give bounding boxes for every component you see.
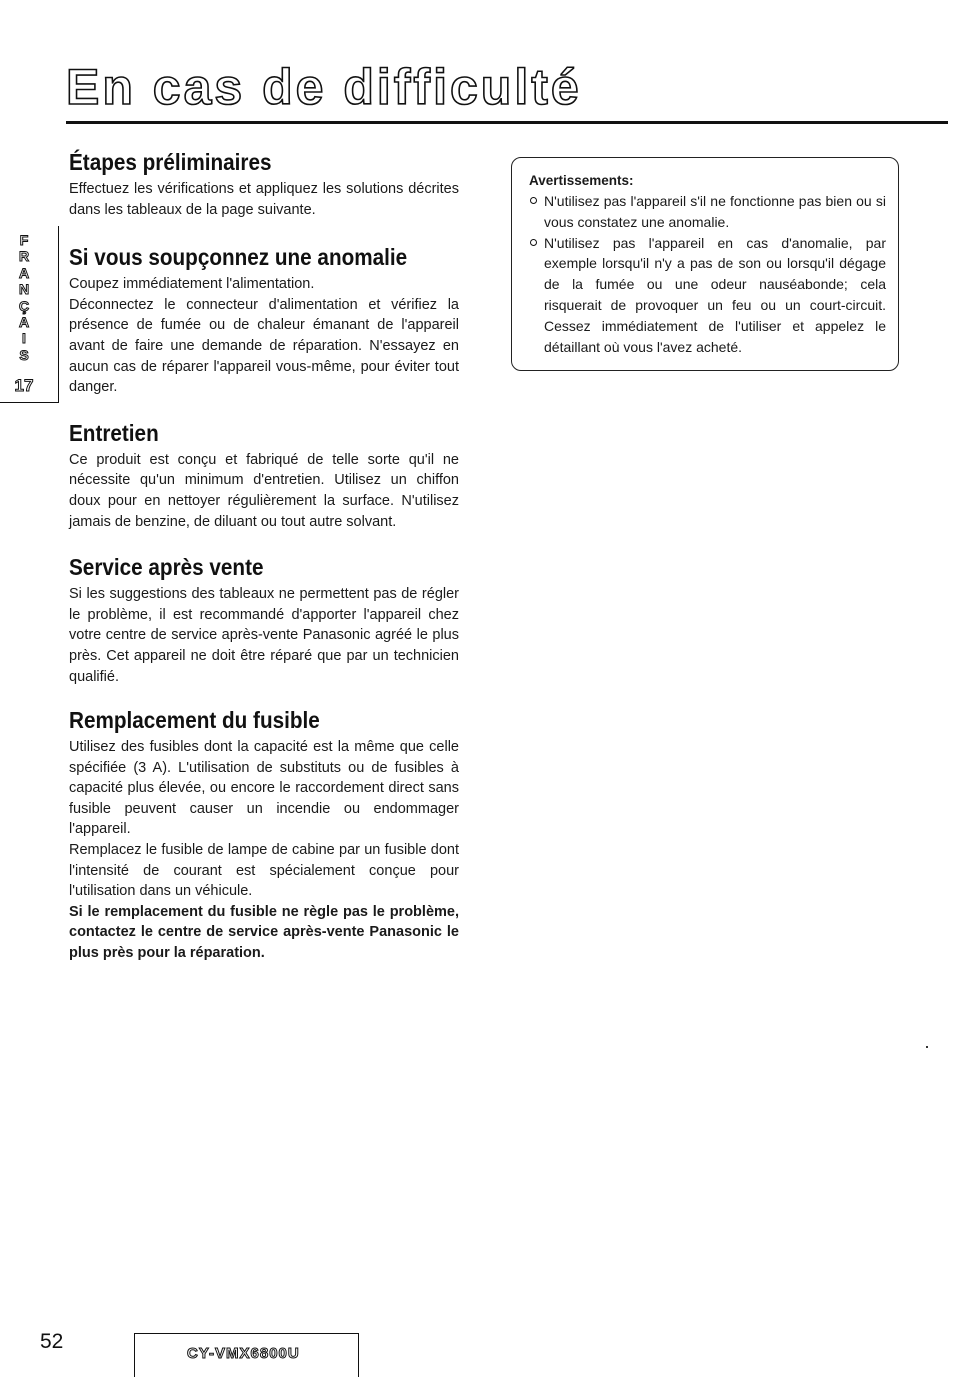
section-paragraph: Ce produit est conçu et fabriqué de telle sorte qu'il ne nécessite qu'un minimum d'entretien. Utilisez un chiffon doux pour en nettoyer régulièrement la surface. N'utilisez jamais de benzine, de diluant ou tout autre solvant. <box>69 451 459 530</box>
section-paragraph: Effectuez les vérifications et appliquez les solutions décrites dans les tableaux de la page suivante. <box>69 181 459 218</box>
section-heading: Service après vente <box>69 554 264 581</box>
section-heading: Entretien <box>69 419 159 446</box>
section-heading: Étapes préliminaires <box>69 149 272 175</box>
section-after-sales <box>69 550 459 687</box>
section-paragraph: Si les suggestions des tableaux ne permettent pas de régler le problème, il est recommandé d'apporter l'appareil chez votre centre de service après-vente Panasonic agréé le plus près. Cet appareil ne doit être réparé que par un technicien qualifié. <box>69 586 459 685</box>
section-paragraph: Coupez immédiatement l'alimentation. <box>69 276 315 293</box>
page-title: En cas de difficulté <box>66 59 582 115</box>
language-side-tab <box>0 226 59 403</box>
section-heading: Remplacement du fusible <box>69 707 320 734</box>
language-letters <box>13 232 35 363</box>
warning-box <box>511 157 899 371</box>
language-letter: N <box>18 281 30 298</box>
warning-item-text: N'utilisez pas l'appareil s'il ne fonctionne pas bien ou si vous constatez une anomalie. <box>544 193 886 230</box>
language-letter: R <box>18 248 30 265</box>
language-letter: A <box>18 264 30 281</box>
language-letter: A <box>18 314 30 331</box>
circle-bullet-icon <box>530 197 537 204</box>
model-box <box>134 1333 359 1377</box>
warning-list <box>529 191 886 357</box>
section-paragraph: Remplacez le fusible de lampe de cabine par un fusible dont l'intensité de courant est spécialement conçue pour l'utilisation dans un véhicule. <box>69 842 459 900</box>
main-column <box>69 145 459 964</box>
section-maintenance <box>69 416 459 532</box>
section-anomaly <box>69 240 459 398</box>
language-letter: S <box>19 346 29 363</box>
language-letter: Ç <box>18 297 30 314</box>
circle-bullet-icon <box>530 239 537 246</box>
model-name: CY-VMX6800U <box>187 1345 300 1362</box>
section-fuse-replacement <box>69 703 459 964</box>
page-number: 52 <box>40 1330 64 1353</box>
section-paragraph-bold: Si le remplacement du fusible ne règle pas le problème, contactez le centre de service après-vente Panasonic le plus près pour la réparation. <box>69 903 459 962</box>
section-preliminary-steps <box>69 145 459 220</box>
section-paragraph: Utilisez des fusibles dont la capacité est la même que celle spécifiée (3 A). L'utilisation de substituts ou de fusibles à capacité plus élevée, ou encore le raccordement direct sans fusible peuvent causer un incendie ou endommager l'appareil. <box>69 739 459 838</box>
warning-item-text: N'utilisez pas l'appareil en cas d'anomalie, par exemple lorsqu'il n'y a pas de son ou lorsqu'il dégage de la fumée ou une odeur nauséabonde; cela risquerait de provoquer un feu ou un court-circuit. Cessez immédiatement de l'utiliser et appelez le détaillant où vous l'avez acheté. <box>544 234 886 355</box>
section-heading: Si vous soupçonnez une anomalie <box>69 244 408 271</box>
language-letter: F <box>19 232 29 248</box>
warning-item <box>529 233 886 358</box>
warning-title: Avertissements: <box>529 173 634 188</box>
language-letter: I <box>22 330 26 347</box>
title-rule <box>66 121 948 124</box>
warning-item <box>529 191 886 233</box>
section-page-number: 17 <box>14 376 34 395</box>
section-paragraph: Déconnectez le connecteur d'alimentation et vérifiez la présence de fumée ou de chaleur émanant de l'appareil avant de faire une demande de réparation. N'essayez en aucun cas de réparer l'appareil vous-même, pour éviter tout danger. <box>69 296 459 396</box>
margin-dot <box>926 1046 928 1048</box>
